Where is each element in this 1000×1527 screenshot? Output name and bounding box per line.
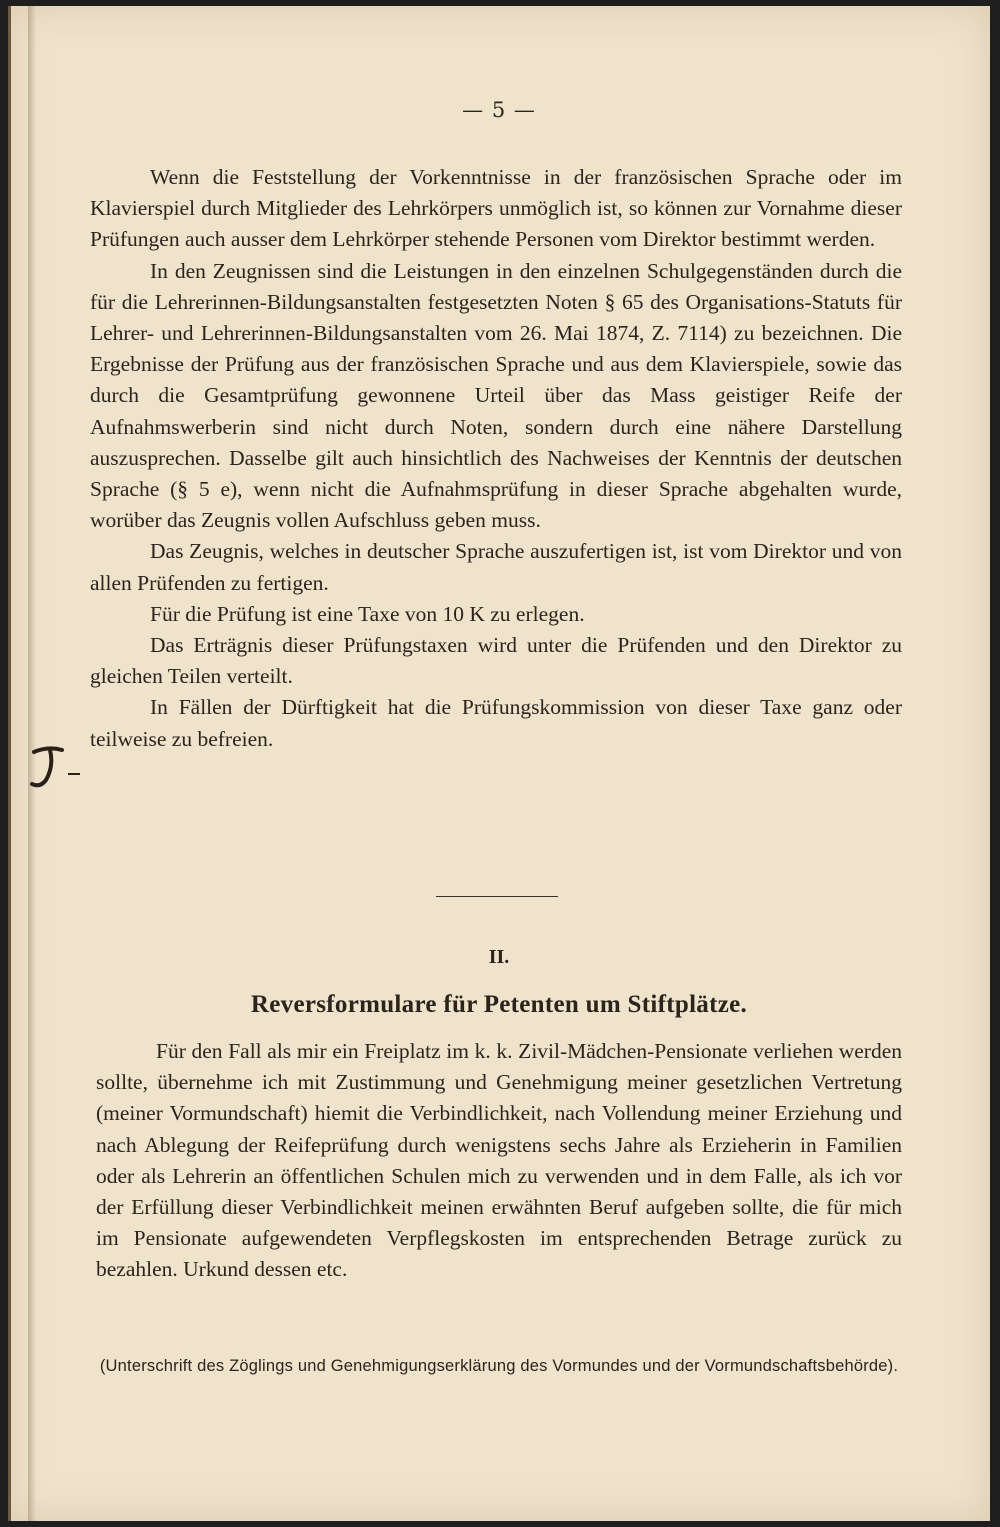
signature-note: (Unterschrift des Zöglings und Genehmigungserklärung des Vormundes und der Vormundschaftsbehörde). (99, 1357, 899, 1375)
section-1-text (90, 162, 902, 755)
section-numeral: II. (488, 946, 510, 968)
page-edge (8, 6, 11, 1521)
handwritten-margin-mark (24, 744, 94, 794)
paragraph: Das Erträgnis dieser Prüfungstaxen wird unter die Prüfenden und den Direktor zu gleichen Teilen verteilt. (90, 633, 902, 689)
paragraph: Das Zeugnis, welches in deutscher Sprache auszufertigen ist, ist vom Direktor und von allen Prüfenden zu fertigen. (90, 539, 902, 595)
paragraph: In Fällen der Dürftigkeit hat die Prüfungskommission von dieser Taxe ganz oder teilweise zu befreien. (90, 695, 902, 751)
section-divider (436, 896, 558, 897)
section-2-text (96, 1036, 902, 1286)
document-page (8, 6, 990, 1521)
paragraph: Wenn die Feststellung der Vorkenntnisse in der französischen Sprache oder im Klavierspiel durch Mitglieder des Lehrkörpers unmöglich ist, so können zur Vornahme dieser Prüfungen auch ausser dem Lehrkörper stehende Personen vom Direktor bestimmt werden. (90, 165, 902, 252)
page-number: — 5 — (462, 98, 536, 122)
paragraph: Für die Prüfung ist eine Taxe von 10 K zu erlegen. (150, 601, 585, 626)
paragraph: In den Zeugnissen sind die Leistungen in den einzelnen Schulgegenständen durch die für die Lehrerinnen-Bildungsanstalten festgesetzten Noten § 65 des Organisations-Statuts für Lehrer- und Lehrerinnen-Bildungsanstalten vom 26. Mai 1874, Z. 7114) zu bezeichnen. Die Ergebnisse der Prüfung aus der französischen Sprache und aus dem Klavierspiele, sowie das durch die Gesamtprüfung gewonnene Urteil über das Mass geistiger Reife der Aufnahmswerberin sind nicht durch Noten, sondern durch eine nähere Darstellung auszusprechen. Dasselbe gilt auch hinsichtlich des Nachweises der Kenntnis der deutschen Sprache (§ 5 e), wenn nicht die Aufnahmsprüfung in dieser Sprache abgehalten wurde, worüber das Zeugnis vollen Aufschluss geben muss. (90, 258, 902, 533)
paragraph: Für den Fall als mir ein Freiplatz im k. k. Zivil-Mädchen-Pensionate verliehen werden sollte, übernehme ich mit Zustimmung und Genehmigung meiner gesetzlichen Vertretung (meiner Vormundschaft) hiemit die Verbindlichkeit, nach Vollendung meiner Erziehung und nach Ablegung der Reifeprüfung durch wenigstens sechs Jahre als Erzieherin in Familien oder als Lehrerin an öffentlichen Schulen mich zu verwenden und in dem Falle, als ich vor der Erfüllung dieser Verbindlichkeit meinen erwähnten Beruf aufgeben sollte, die für mich im Pensionate aufgewendeten Verpflegskosten im entsprechenden Betrage zurück zu bezahlen. Urkund dessen etc. (96, 1039, 902, 1282)
section-heading: Reversformulare für Petenten um Stiftplätze. (250, 991, 748, 1018)
